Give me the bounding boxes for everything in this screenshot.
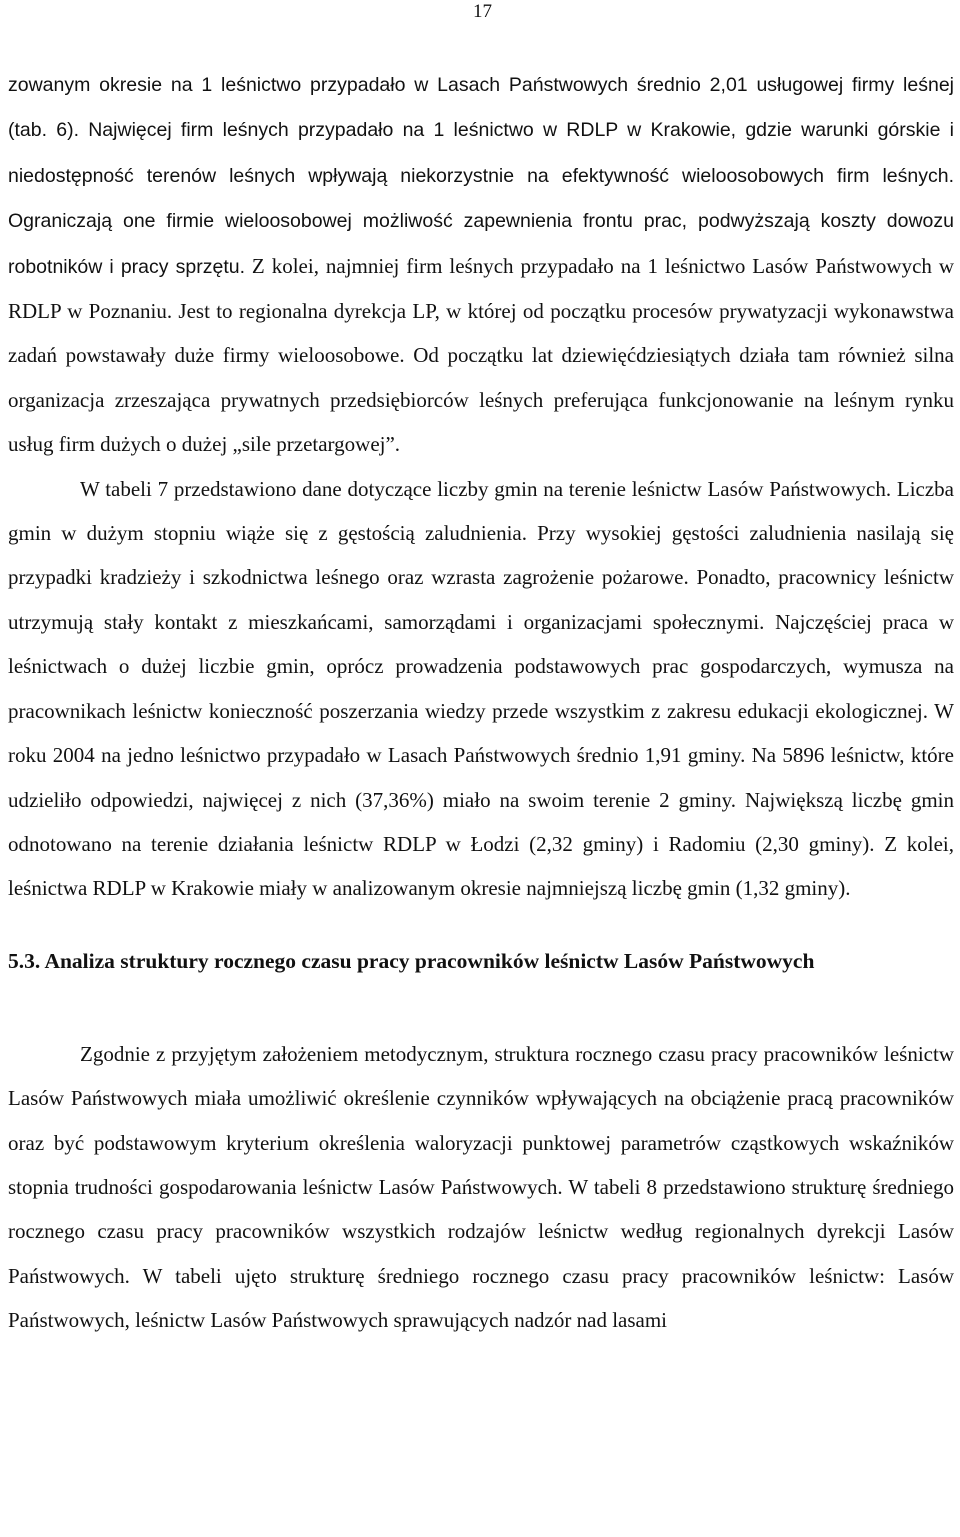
paragraph-communes: W tabeli 7 przedstawiono dane dotyczące liczby gmin na terenie leśnictw Lasów Państwowych. Liczba gmin w dużym stopniu wiąże się z gęstością zaludnienia. Przy wysokiej gęstości zaludnienia nasilają się przypadki kradzieży i szkodnictwa leśnego oraz wzrasta zagrożenie pożarowe. Ponadto, pracownicy leśnictw utrzymują stały kontakt z mieszkańcami, samorządami i organizacjami społecznymi. Najczęściej praca w leśnictwach o dużej liczbie gmin, oprócz prowadzenia podstawowych prac gospodarczych, wymusza na pracownikach leśnictw konieczność poszerzania wiedzy przede wszystkim z zakresu edukacji ekologicznej. W roku 2004 na jedno leśnictwo przypadało w Lasach Państwowych średnio 1,91 gminy. Na 5896 leśnictw, które udzieliło odpowiedzi, najwięcej z nich (37,36%) miało na swoim terenie 2 gminy. Największą liczbę gmin odnotowano na terenie działania leśnictw RDLP w Łodzi (2,32 gminy) i Radomiu (2,30 gminy). Z kolei, leśnictwa RDLP w Krakowie miały w analizowanym okresie najmniejszą liczbę gmin (1,32 gminy). <box>8 476 954 901</box>
paragraph-firms-organization-part: Od początku lat dziewięćdziesiątych działa tam również silna organizacja zrzeszająca prywatnych przedsiębiorców leśnych preferująca funkcjonowanie na leśnym rynku usług firm dużych o dużej „sile przetargowej”. <box>8 343 954 457</box>
paragraph-work-time-structure: Zgodnie z przyjętym założeniem metodycznym, struktura rocznego czasu pracy pracowników leśnictw Lasów Państwowych miała umożliwić określenie czynników wpływających na obciążenie pracą pracowników oraz być podstawowym kryterium określenia waloryzacji punktowej parametrów cząstkowych wskaźników stopnia trudności gospodarowania leśnictw Lasów Państwowych. W tabeli 8 przedstawiono strukturę średniego rocznego czasu pracy pracowników wszystkich rodzajów leśnictw według regionalnych dyrekcji Lasów Państwowych. W tabeli ujęto strukturę średniego rocznego czasu pracy pracowników leśnictw: Lasów Państwowych, leśnictw Lasów Państwowych sprawujących nadzór nad lasami <box>8 1041 954 1333</box>
page-content <box>8 62 954 1343</box>
paragraph-firms-poznan-part: Z kolei, najmniej firm leśnych przypadało na 1 leśnictwo Lasów Państwowych w RDLP w Poznaniu. Jest to regionalna dyrekcja LP, w której od początku procesów prywatyzacji wykonawstwa zadań powstawały duże firmy wieloosobowe. <box>8 253 954 368</box>
page-number: 17 <box>473 1 492 22</box>
section-heading: 5.3. Analiza struktury rocznego czasu pracy pracowników leśnictw Lasów Państwowych <box>8 948 815 973</box>
paragraph-firms-sans-part: zowanym okresie na 1 leśnictwo przypadało w Lasach Państwowych średnio 2,01 usługowej firmy leśnej (tab. 6). Najwięcej firm leśnych przypadało na 1 leśnictwo w RDLP w Krakowie, gdzie warunki górskie i niedostępność terenów leśnych wpływają niekorzystnie na efektywność wieloosobowych firm leśnych. Ograniczają one firmie wieloosobowej możliwość zapewnienia frontu prac, podwyższają koszty dowozu robotników i pracy sprzętu. <box>8 74 954 278</box>
paragraph-firms <box>8 62 954 467</box>
